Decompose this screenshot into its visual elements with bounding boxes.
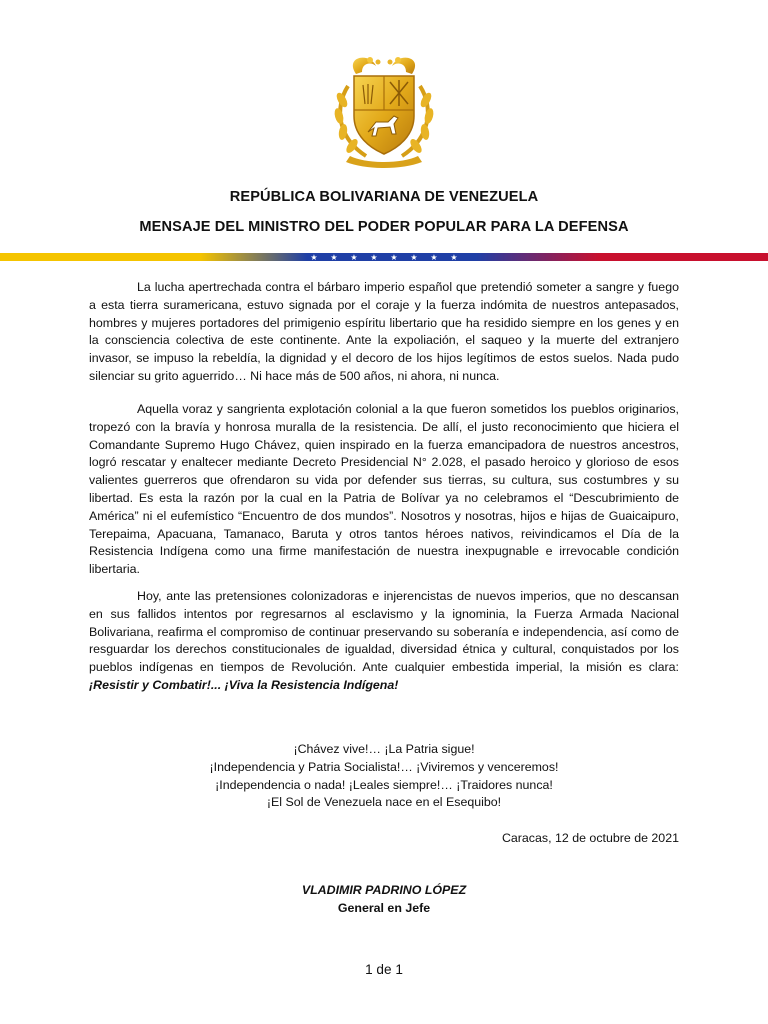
flag-star-icon: ★ bbox=[310, 253, 318, 262]
date-line: Caracas, 12 de octubre de 2021 bbox=[501, 831, 679, 845]
slogans-block bbox=[0, 741, 768, 812]
signatory-name: VLADIMIR PADRINO LÓPEZ bbox=[301, 883, 467, 897]
coat-of-arms-emblem bbox=[326, 52, 442, 170]
body-paragraph-3 bbox=[89, 588, 679, 695]
body-paragraph-3-text: Hoy, ante las pretensiones colonizadoras e injerencistas de nuevos imperios, que no descansan en sus fallidos intentos por regresarnos al esclavismo y la ignominia, la Fuerza Armada Nacional Bolivariana, reafirma el compromiso de continuar preservando su soberanía e independencia, así como de resguardar los derechos constitucionales de igualdad, diversidad étnica y cultural, conquistados por los pueblos indígenas en tiempos de Revolución. Ante cualquier embestida imperial, la misión es clara: bbox=[89, 589, 679, 675]
document-subtitle: MENSAJE DEL MINISTRO DEL PODER POPULAR PARA LA DEFENSA bbox=[139, 219, 629, 235]
flag-star-icon: ★ bbox=[390, 253, 398, 262]
slogan-line: ¡El Sol de Venezuela nace en el Esequibo! bbox=[266, 795, 502, 810]
flag-star-icon: ★ bbox=[450, 253, 458, 262]
slogan-line: ¡Chávez vive!… ¡La Patria sigue! bbox=[293, 742, 475, 756]
body-paragraph-2: Aquella voraz y sangrienta explotación colonial a la que fueron sometidos los pueblos originarios, tropezó con la bravía y honrosa muralla de la resistencia. De allí, el justo reconocimiento que hiciera el Comandante Supremo Hugo Chávez, quien inspirado en la fuerza emancipadora de nuestros ancestros, logró rescatar y enaltecer mediante Decreto Presidencial N° 2.028, el pasado heroico y glorioso de esos valientes guerreros que ofrendaron su vida por defender sus tierras, su cultura, sus costumbres y su libertad. Es esta la razón por la cual en la Patria de Bolívar ya no celebramos el “Descubrimiento de América” ni el eufemístico “Encuentro de dos mundos”. Nosotros y nosotras, hijos e hijas de Guaicaipuro, Terepaima, Apacuana, Tamanaco, Baruta y otros tantos héroes nativos, reivindicamos el Día de la Resistencia Indígena como una firme manifestación de nuestra inexpugnable e irrevocable condición libertaria. bbox=[89, 402, 679, 577]
flag-star-icon: ★ bbox=[370, 253, 378, 262]
closing-exclamation: ¡Resistir y Combatir!... ¡Viva la Resistencia Indígena! bbox=[89, 677, 399, 692]
flag-star-icon: ★ bbox=[350, 253, 358, 262]
flag-star-icon: ★ bbox=[330, 253, 338, 262]
flag-star-icon: ★ bbox=[430, 253, 438, 262]
page-number: 1 de 1 bbox=[365, 962, 403, 977]
slogan-line: ¡Independencia o nada! ¡Leales siempre!… ¡Traidores nunca! bbox=[215, 777, 553, 792]
signatory-rank: General en Jefe bbox=[337, 901, 431, 915]
flag-color-band bbox=[0, 251, 768, 263]
slogan-line: ¡Independencia y Patria Socialista!… ¡Viviremos y venceremos! bbox=[209, 759, 559, 774]
flag-star-icon: ★ bbox=[410, 253, 418, 262]
body-paragraph-1: La lucha apertrechada contra el bárbaro imperio español que pretendió someter a sangre y fuego a esta tierra suramericana, estuvo signada por el coraje y la fuerza indómita de nuestros antepasados, hombres y mujeres portadores del primigenio espíritu libertario que ha residido siempre en los genes y en la consciencia colectiva de este continente. Ante la expoliación, el saqueo y la muerte del extranjero invasor, se impuso la rebeldía, la dignidad y el decoro de los hijos legítimos de estos suelos. Nada pudo silenciar su grito aguerrido… Ni hace más de 500 años, ni ahora, ni nunca. bbox=[89, 280, 679, 383]
document-title: REPÚBLICA BOLIVARIANA DE VENEZUELA bbox=[229, 189, 539, 205]
